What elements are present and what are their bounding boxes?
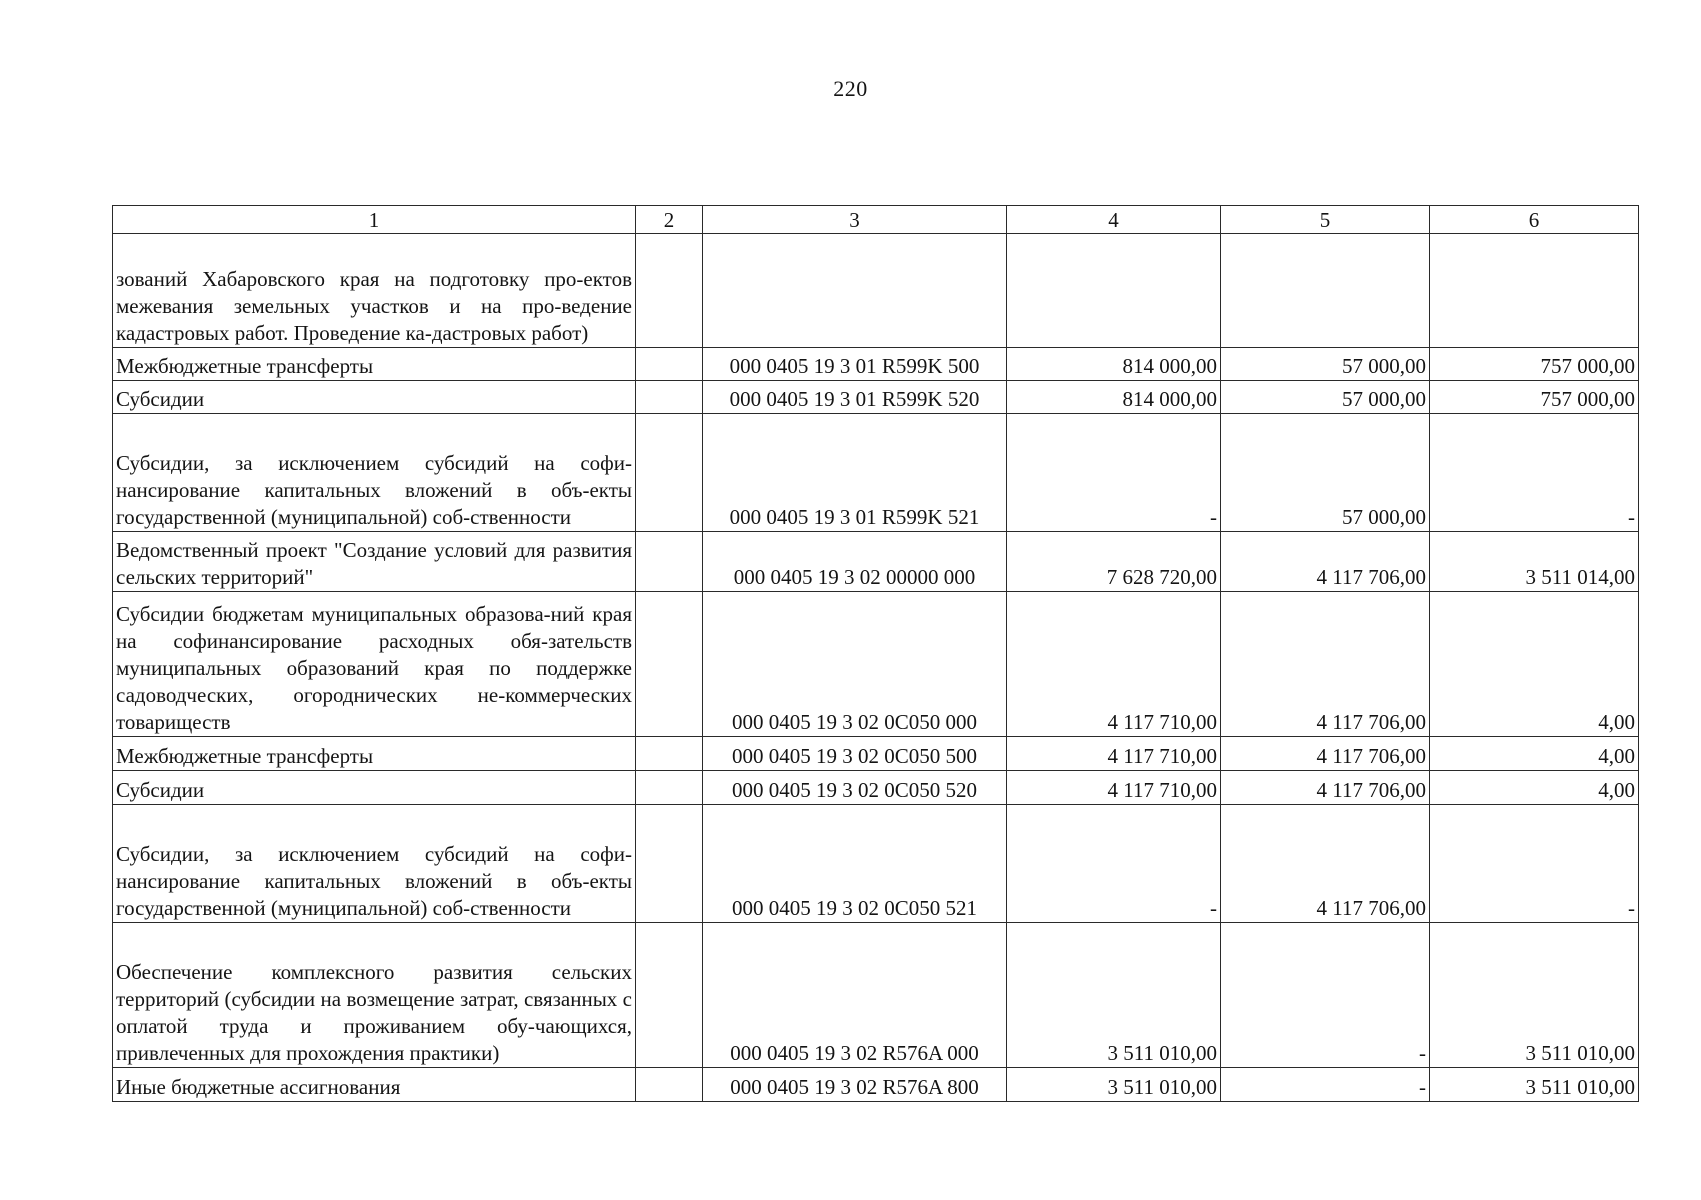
- table-row: [113, 414, 1639, 532]
- row-value-col6: 757 000,00: [1430, 348, 1639, 381]
- column-header-3: 3: [703, 206, 1007, 234]
- row-budget-code: 000 0405 19 3 02 0C050 521: [703, 805, 1007, 923]
- row-value-col6: 3 511 010,00: [1430, 923, 1639, 1068]
- row-value-col6: 3 511 014,00: [1430, 532, 1639, 592]
- row-budget-code: 000 0405 19 3 02 0C050 520: [703, 771, 1007, 805]
- row-value-col6: 4,00: [1430, 737, 1639, 771]
- row-value-col5: 57 000,00: [1221, 348, 1430, 381]
- table-row: [113, 1068, 1639, 1102]
- row-value-col6: [1430, 234, 1639, 348]
- table-row: [113, 771, 1639, 805]
- row-value-col6: 3 511 010,00: [1430, 1068, 1639, 1102]
- row-value-col5: -: [1221, 923, 1430, 1068]
- row-col2: [636, 737, 703, 771]
- row-description: Обеспечение комплексного развития сельских территорий (субсидии на возмещение затрат, связанных с оплатой труда и проживанием обу-чающихся, привлеченных для прохождения практики): [113, 923, 636, 1068]
- row-value-col5: 4 117 706,00: [1221, 592, 1430, 737]
- row-value-col4: [1007, 234, 1221, 348]
- row-value-col5: 57 000,00: [1221, 381, 1430, 414]
- row-description: Субсидии: [113, 381, 636, 414]
- column-header-4: 4: [1007, 206, 1221, 234]
- row-value-col5: -: [1221, 1068, 1430, 1102]
- budget-table: [112, 205, 1639, 1102]
- row-col2: [636, 234, 703, 348]
- row-col2: [636, 805, 703, 923]
- column-header-6: 6: [1430, 206, 1639, 234]
- row-value-col4: 3 511 010,00: [1007, 923, 1221, 1068]
- row-value-col5: 4 117 706,00: [1221, 532, 1430, 592]
- row-col2: [636, 381, 703, 414]
- table-row: [113, 381, 1639, 414]
- row-description: Субсидии, за исключением субсидий на софи-нансирование капитальных вложений в объ-екты государственной (муниципальной) соб-ственности: [113, 805, 636, 923]
- row-col2: [636, 923, 703, 1068]
- row-budget-code: 000 0405 19 3 02 00000 000: [703, 532, 1007, 592]
- table-row: [113, 234, 1639, 348]
- row-description: Межбюджетные трансферты: [113, 348, 636, 381]
- table-row: [113, 737, 1639, 771]
- row-value-col5: 57 000,00: [1221, 414, 1430, 532]
- row-budget-code: 000 0405 19 3 02 0C050 500: [703, 737, 1007, 771]
- table-row: [113, 348, 1639, 381]
- row-col2: [636, 532, 703, 592]
- row-budget-code: 000 0405 19 3 02 R576A 000: [703, 923, 1007, 1068]
- row-value-col5: 4 117 706,00: [1221, 737, 1430, 771]
- row-budget-code: 000 0405 19 3 02 0C050 000: [703, 592, 1007, 737]
- row-value-col6: 4,00: [1430, 771, 1639, 805]
- row-value-col5: 4 117 706,00: [1221, 771, 1430, 805]
- row-col2: [636, 348, 703, 381]
- row-value-col6: 4,00: [1430, 592, 1639, 737]
- row-value-col4: 4 117 710,00: [1007, 771, 1221, 805]
- row-description: Иные бюджетные ассигнования: [113, 1068, 636, 1102]
- row-budget-code: [703, 234, 1007, 348]
- row-value-col6: 757 000,00: [1430, 381, 1639, 414]
- row-value-col4: 4 117 710,00: [1007, 737, 1221, 771]
- row-value-col4: -: [1007, 414, 1221, 532]
- table-row: [113, 923, 1639, 1068]
- table-row: [113, 532, 1639, 592]
- row-col2: [636, 592, 703, 737]
- row-description: Субсидии: [113, 771, 636, 805]
- row-description: Межбюджетные трансферты: [113, 737, 636, 771]
- row-value-col6: -: [1430, 805, 1639, 923]
- table-row: [113, 592, 1639, 737]
- row-description: Субсидии бюджетам муниципальных образова-ний края на софинансирование расходных обя-зательств муниципальных образований края по поддержке садоводческих, огороднических не-коммерческих товариществ: [113, 592, 636, 737]
- row-value-col5: 4 117 706,00: [1221, 805, 1430, 923]
- header-row: [113, 206, 1639, 234]
- row-description: Ведомственный проект "Создание условий для развития сельских территорий": [113, 532, 636, 592]
- row-value-col4: 814 000,00: [1007, 381, 1221, 414]
- row-col2: [636, 1068, 703, 1102]
- row-budget-code: 000 0405 19 3 01 R599K 521: [703, 414, 1007, 532]
- row-value-col4: -: [1007, 805, 1221, 923]
- page-number: 220: [833, 76, 868, 101]
- row-value-col4: 7 628 720,00: [1007, 532, 1221, 592]
- row-value-col5: [1221, 234, 1430, 348]
- row-description: зований Хабаровского края на подготовку про-ектов межевания земельных участков и на про-ведение кадастровых работ. Проведение ка-дастровых работ): [113, 234, 636, 348]
- table-row: [113, 805, 1639, 923]
- row-col2: [636, 414, 703, 532]
- row-budget-code: 000 0405 19 3 01 R599K 520: [703, 381, 1007, 414]
- row-value-col4: 814 000,00: [1007, 348, 1221, 381]
- column-header-1: 1: [113, 206, 636, 234]
- row-value-col4: 4 117 710,00: [1007, 592, 1221, 737]
- row-value-col4: 3 511 010,00: [1007, 1068, 1221, 1102]
- row-description: Субсидии, за исключением субсидий на софи-нансирование капитальных вложений в объ-екты государственной (муниципальной) соб-ственности: [113, 414, 636, 532]
- row-col2: [636, 771, 703, 805]
- column-header-5: 5: [1221, 206, 1430, 234]
- column-header-2: 2: [636, 206, 703, 234]
- row-value-col6: -: [1430, 414, 1639, 532]
- row-budget-code: 000 0405 19 3 01 R599K 500: [703, 348, 1007, 381]
- row-budget-code: 000 0405 19 3 02 R576A 800: [703, 1068, 1007, 1102]
